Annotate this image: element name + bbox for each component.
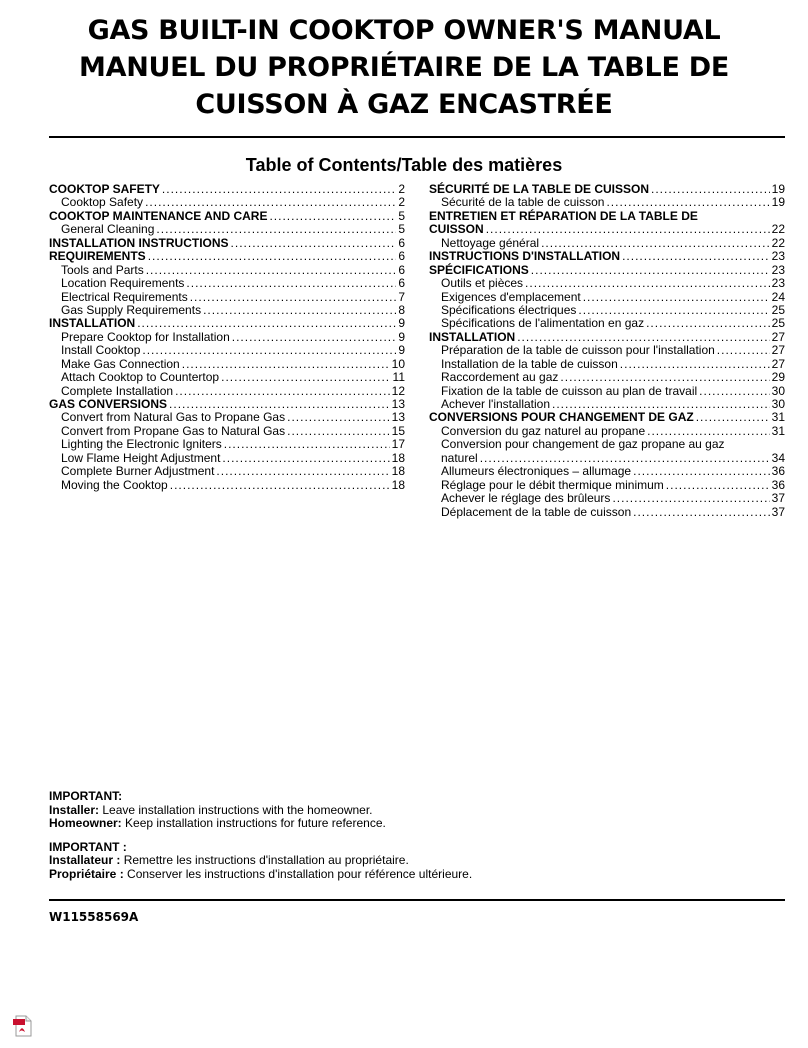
dot-leader	[666, 479, 770, 492]
dot-leader	[633, 506, 770, 519]
toc-entry-page: 18	[391, 477, 405, 492]
dot-leader	[606, 196, 769, 209]
toc-entry-page: 15	[391, 423, 405, 438]
toc-entry-label: naturel	[441, 450, 478, 465]
dot-leader	[182, 358, 390, 371]
toc-entry[interactable]	[429, 452, 785, 465]
dot-leader	[221, 371, 390, 384]
dot-leader	[269, 210, 396, 223]
toc-entry-page: 9	[398, 316, 405, 331]
dot-leader	[699, 385, 769, 398]
toc-entry-page: 6	[398, 249, 405, 264]
dot-leader	[647, 425, 770, 438]
toc-entry[interactable]	[49, 237, 405, 250]
toc-entry-page: 7	[398, 289, 405, 304]
installateur-text: Remettre les instructions d'installation au propriétaire.	[120, 853, 409, 867]
dot-leader	[190, 291, 397, 304]
toc-entry-label: SÉCURITÉ DE LA TABLE DE CUISSON	[429, 182, 650, 196]
toc-entry-label: Electrical Requirements	[61, 289, 188, 304]
toc-entry-page: 9	[398, 329, 405, 344]
toc-entry-label: Gas Supply Requirements	[61, 302, 202, 317]
toc-column-french	[429, 183, 785, 519]
toc-entry-label: COOKTOP MAINTENANCE AND CARE	[49, 208, 268, 223]
toc-entry-label: Make Gas Connection	[61, 356, 180, 371]
toc-entry-page: 5	[398, 208, 405, 223]
toc-entry[interactable]	[49, 344, 405, 357]
dot-leader	[203, 304, 396, 317]
toc-entry[interactable]	[49, 452, 405, 465]
toc-entry-label: Conversion du gaz naturel au propane	[441, 423, 646, 438]
toc-entry[interactable]	[429, 223, 785, 236]
toc-entry-page: 36	[771, 477, 785, 492]
dot-leader	[162, 183, 396, 196]
toc-entry[interactable]	[49, 331, 405, 344]
dot-leader	[156, 223, 396, 236]
toc-entry[interactable]	[49, 196, 405, 209]
toc-entry-label: General Cleaning	[61, 222, 155, 237]
toc-entry-label: Installation de la table de cuisson	[441, 356, 618, 371]
dot-leader	[216, 465, 389, 478]
toc-entry-label: Low Flame Height Adjustment	[61, 450, 221, 465]
toc-entry-page: 18	[391, 464, 405, 479]
toc-entry[interactable]	[429, 277, 785, 290]
dot-leader	[560, 371, 769, 384]
toc-entry-page: 31	[771, 410, 785, 425]
dot-leader	[232, 331, 397, 344]
dot-leader	[186, 277, 396, 290]
toc-entry[interactable]	[429, 425, 785, 438]
toc-entry-label: ENTRETIEN ET RÉPARATION DE LA TABLE DE	[429, 208, 698, 223]
notes-french	[49, 841, 472, 882]
toc-entry-label: Déplacement de la table de cuisson	[441, 504, 632, 519]
toc-entry-page: 19	[771, 195, 785, 210]
pdf-file-icon[interactable]	[12, 1015, 34, 1037]
toc-entry[interactable]	[429, 438, 785, 451]
toc-entry-label: Complete Burner Adjustment	[61, 464, 215, 479]
toc-entry-label: Spécifications de l'alimentation en gaz	[441, 316, 645, 331]
toc-entry-page: 2	[398, 182, 405, 196]
toc-entry[interactable]	[49, 479, 405, 492]
dot-leader	[525, 277, 770, 290]
document-title	[0, 12, 808, 123]
toc-entry-page: 5	[398, 222, 405, 237]
dot-leader	[646, 317, 770, 330]
dot-leader	[633, 465, 770, 478]
toc-entry[interactable]	[429, 371, 785, 384]
title-line-2: MANUEL DU PROPRIÉTAIRE DE LA TABLE DE	[79, 52, 729, 83]
top-divider	[49, 136, 785, 138]
toc-entry-page: 6	[398, 262, 405, 277]
toc-entry-label: Attach Cooktop to Countertop	[61, 370, 220, 385]
toc-entry[interactable]	[49, 358, 405, 371]
dot-leader	[145, 196, 396, 209]
toc-entry-page: 23	[771, 276, 785, 291]
toc-entry-page: 27	[771, 356, 785, 371]
toc-entry-label: INSTRUCTIONS D'INSTALLATION	[429, 249, 621, 264]
dot-leader	[148, 250, 397, 263]
toc-entry-label: Complete Installation	[61, 383, 174, 398]
toc-entry-label: SPÉCIFICATIONS	[429, 262, 529, 277]
toc-entry-label: Réglage pour le débit thermique minimum	[441, 477, 664, 492]
toc-entry-label: INSTALLATION	[49, 316, 136, 331]
toc-entry-page: 8	[398, 302, 405, 317]
dot-leader	[552, 398, 770, 411]
toc-entry-page: 27	[771, 329, 785, 344]
toc-entry[interactable]	[49, 371, 405, 384]
toc-entry[interactable]	[49, 317, 405, 330]
toc-entry-page: 23	[771, 262, 785, 277]
toc-entry-label: Tools and Parts	[61, 262, 144, 277]
dot-leader	[651, 183, 770, 196]
toc-entry-page: 29	[771, 370, 785, 385]
dot-leader	[696, 411, 770, 424]
dot-leader	[287, 425, 390, 438]
toc-entry-label: CONVERSIONS POUR CHANGEMENT DE GAZ	[429, 410, 694, 425]
toc-entry-page: 37	[771, 504, 785, 519]
toc-entry-label: COOKTOP SAFETY	[49, 182, 160, 196]
toc-entry-label: Allumeurs électroniques – allumage	[441, 464, 632, 479]
toc-entry[interactable]	[49, 264, 405, 277]
toc-entry-page: 19	[771, 182, 785, 196]
toc-entry[interactable]	[429, 331, 785, 344]
toc-entry[interactable]	[49, 304, 405, 317]
toc-entry-label: Achever l'installation	[441, 397, 551, 411]
toc-entry[interactable]	[429, 344, 785, 357]
toc-entry[interactable]	[49, 385, 405, 398]
dot-leader	[517, 331, 769, 344]
toc-entry-page: 34	[771, 450, 785, 465]
dot-leader	[231, 237, 397, 250]
toc-entry-page: 24	[771, 289, 785, 304]
toc-entry[interactable]	[429, 506, 785, 519]
toc-entry-page: 22	[771, 222, 785, 237]
dot-leader	[531, 264, 770, 277]
toc-entry-label: Exigences d'emplacement	[441, 289, 581, 304]
toc-entry-page: 30	[771, 383, 785, 398]
homeowner-text: Keep installation instructions for future reference.	[121, 816, 386, 830]
toc-entry-label: Conversion pour changement de gaz propane au gaz	[441, 437, 725, 452]
toc-entry-label: Install Cooktop	[61, 343, 141, 358]
proprietaire-label: Propriétaire :	[49, 866, 124, 881]
toc-entry-page: 23	[771, 249, 785, 264]
toc-entry[interactable]	[49, 465, 405, 478]
dot-leader	[622, 250, 770, 263]
toc-heading: Table of Contents/Table des matières	[245, 155, 563, 175]
homeowner-label: Homeowner:	[49, 816, 122, 830]
toc-entry-page: 13	[391, 410, 405, 425]
toc-entry[interactable]	[429, 264, 785, 277]
dot-leader	[287, 411, 390, 424]
toc-entry[interactable]	[49, 250, 405, 263]
notes-en-heading: IMPORTANT:	[49, 789, 123, 803]
dot-leader	[486, 223, 770, 236]
toc-entry-label: Moving the Cooktop	[61, 477, 168, 492]
toc-entry-label: Fixation de la table de cuisson au plan de travail	[441, 383, 698, 398]
notes-fr-heading: IMPORTANT :	[49, 839, 127, 854]
toc-entry-label: INSTALLATION INSTRUCTIONS	[49, 235, 229, 250]
toc-entry[interactable]	[429, 465, 785, 478]
dot-leader	[175, 385, 390, 398]
toc-entry-page: 30	[771, 397, 785, 411]
toc-entry-page: 6	[398, 235, 405, 250]
toc-entry-label: Cooktop Safety	[61, 195, 144, 210]
toc-entry-label: REQUIREMENTS	[49, 249, 146, 264]
dot-leader	[717, 344, 770, 357]
toc-entry-label: CUISSON	[429, 222, 484, 237]
title-line-3: CUISSON À GAZ ENCASTRÉE	[195, 89, 613, 120]
dot-leader	[583, 291, 770, 304]
toc-entry[interactable]	[49, 210, 405, 223]
toc-column-english	[49, 183, 405, 492]
dot-leader	[480, 452, 770, 465]
installer-label: Installer:	[49, 802, 100, 817]
dot-leader	[137, 317, 396, 330]
toc-entry[interactable]	[49, 398, 405, 411]
toc-entry-page: 27	[771, 343, 785, 358]
toc-entry[interactable]	[49, 425, 405, 438]
dot-leader	[612, 492, 769, 505]
toc-entry-page: 10	[391, 356, 405, 371]
dot-leader	[142, 344, 396, 357]
title-line-1: GAS BUILT-IN COOKTOP OWNER'S MANUAL	[87, 15, 721, 46]
dot-leader	[620, 358, 770, 371]
dot-leader	[541, 237, 770, 250]
toc-entry-label: Convert from Propane Gas to Natural Gas	[61, 423, 286, 438]
toc-entry-label: Lighting the Electronic Igniters	[61, 437, 222, 452]
toc-entry[interactable]	[49, 223, 405, 236]
toc-entry-label: Achever le réglage des brûleurs	[441, 491, 611, 506]
toc-entry-page: 2	[398, 195, 405, 210]
toc-entry[interactable]	[429, 479, 785, 492]
toc-entry[interactable]	[429, 250, 785, 263]
toc-entry-page: 6	[398, 276, 405, 291]
toc-entry-label: Raccordement au gaz	[441, 370, 559, 385]
dot-leader	[222, 452, 389, 465]
toc-entry[interactable]	[49, 277, 405, 290]
toc-entry-label: Convert from Natural Gas to Propane Gas	[61, 410, 286, 425]
toc-entry-page: 12	[391, 383, 405, 398]
toc-entry-label: INSTALLATION	[429, 329, 516, 344]
toc-entry-page: 11	[392, 370, 405, 385]
toc-entry[interactable]	[429, 196, 785, 209]
toc-entry-page: 18	[391, 450, 405, 465]
toc-entry[interactable]	[429, 492, 785, 505]
toc-entry-page: 17	[391, 437, 405, 452]
document-number: W11558569A	[49, 910, 139, 924]
dot-leader	[170, 479, 390, 492]
toc-entry[interactable]	[429, 358, 785, 371]
toc-entry-label: Spécifications électriques	[441, 302, 577, 317]
toc-entry-page: 13	[391, 397, 405, 411]
toc-entry[interactable]	[429, 183, 785, 196]
toc-entry-label: Outils et pièces	[441, 276, 524, 291]
toc-entry[interactable]	[429, 291, 785, 304]
dot-leader	[146, 264, 397, 277]
toc-entry-label: GAS CONVERSIONS	[49, 397, 168, 411]
toc-entry-label: Prepare Cooktop for Installation	[61, 329, 230, 344]
toc-entry-page: 25	[771, 302, 785, 317]
toc-entry[interactable]	[49, 183, 405, 196]
dot-leader	[578, 304, 769, 317]
toc-entry-page: 37	[771, 491, 785, 506]
toc-entry-label: Nettoyage général	[441, 235, 540, 250]
toc-entry[interactable]	[429, 398, 785, 411]
toc-entry[interactable]	[49, 291, 405, 304]
installateur-label: Installateur :	[49, 853, 121, 867]
toc-entry-page: 22	[771, 235, 785, 250]
bottom-divider	[49, 899, 785, 901]
proprietaire-text: Conserver les instructions d'installation pour référence ultérieure.	[123, 866, 473, 881]
toc-entry-page: 31	[771, 423, 785, 438]
toc-entry-label: Sécurité de la table de cuisson	[441, 195, 605, 210]
toc-entry-label: Préparation de la table de cuisson pour l'installation	[441, 343, 715, 358]
dot-leader	[169, 398, 390, 411]
toc-entry[interactable]	[49, 438, 405, 451]
toc-entry[interactable]	[429, 317, 785, 330]
important-notes	[49, 790, 472, 891]
toc-entry[interactable]	[429, 210, 785, 223]
toc-entry-page: 25	[771, 316, 785, 331]
toc-entry[interactable]	[429, 411, 785, 424]
toc-entry[interactable]	[49, 411, 405, 424]
dot-leader	[224, 438, 390, 451]
toc-entry[interactable]	[429, 237, 785, 250]
toc-entry-label: Location Requirements	[61, 276, 185, 291]
toc-entry[interactable]	[429, 385, 785, 398]
toc-entry[interactable]	[429, 304, 785, 317]
installer-text: Leave installation instructions with the homeowner.	[99, 802, 373, 817]
notes-english	[49, 790, 472, 831]
toc-entry-page: 36	[771, 464, 785, 479]
toc-entry-page: 9	[398, 343, 405, 358]
